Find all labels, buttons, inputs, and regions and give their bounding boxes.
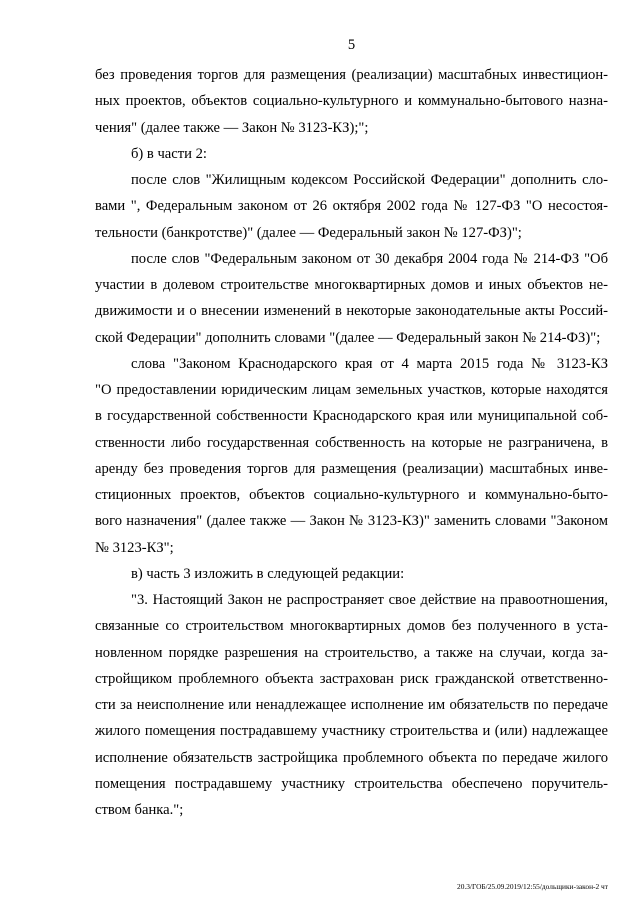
text-line: слова "Законом Краснодарского края от 4 марта 2015 года № 3123-КЗ: [131, 355, 608, 372]
text-line: ством банка.";: [95, 802, 184, 818]
text-line: без проведения торгов для размещения (реализации) масштабных инвестицион-: [95, 67, 608, 83]
text-line: исполнение обязательств застройщика проблемного объекта по передаче жилого: [95, 749, 608, 766]
text-line: б) в части 2:: [131, 145, 207, 162]
text-line: новленном порядке разрешения на строительство, а также на случаи, когда за-: [95, 644, 608, 661]
paragraph-continued: [95, 62, 608, 141]
text-line: ных проектов, объектов социально-культурного и коммунально-бытового назна-: [95, 93, 608, 110]
text-line: ской Федерации" дополнить словами "(далее — Федеральный закон № 214-ФЗ)";: [95, 329, 601, 346]
text-line: чения" (далее также — Закон № 3123-КЗ);";: [95, 119, 369, 136]
text-line: в) часть 3 изложить в следующей редакции:: [131, 565, 405, 582]
text-line: "О предоставлении юридическим лицам земельных участков, которые находятся: [95, 382, 608, 398]
text-line: после слов "Федеральным законом от 30 декабря 2004 года № 214-ФЗ "Об: [131, 250, 608, 267]
text-line: связанные со строительством многоквартирных домов без полученного в уста-: [95, 618, 608, 635]
subpoint-v-heading: [95, 561, 608, 587]
text-line: после слов "Жилищным кодексом Российской Федерации" дополнить сло-: [131, 172, 608, 188]
amendment-paragraph: [95, 246, 608, 351]
text-line: тельности (банкротстве)" (далее — Федеральный закон № 127-ФЗ)";: [95, 224, 522, 241]
text-line: вами ", Федеральным законом от 26 октября 2002 года № 127-ФЗ "О несостоя-: [95, 198, 608, 215]
text-line: стиционных проектов, объектов социально-культурного и коммунально-быто-: [95, 487, 608, 503]
text-line: участии в долевом строительстве многоквартирных домов и иных объектов не-: [95, 277, 608, 293]
quoted-new-wording-paragraph: [95, 587, 608, 823]
text-line: движимости и о внесении изменений в некоторые законодательные акты Россий-: [95, 303, 608, 320]
text-line: сти за неисполнение или ненадлежащее исполнение им обязательств по передаче: [95, 697, 608, 713]
text-line: "3. Настоящий Закон не распространяет свое действие на правоотношения,: [131, 592, 608, 608]
text-line: в государственной собственности Краснодарского края или муниципальной соб-: [95, 408, 608, 425]
text-line: жилого помещения пострадавшему участнику строительства и (или) надлежащее: [95, 723, 608, 740]
amendment-paragraph: [95, 351, 608, 561]
subpoint-b-heading: [95, 141, 608, 167]
text-line: вого назначения" (далее также — Закон № 3123-КЗ)" заменить словами "Законом: [95, 513, 608, 530]
text-line: помещения пострадавшему участнику строительства обеспечено поручитель-: [95, 775, 608, 792]
text-line: аренду без проведения торгов для размещения (реализации) масштабных инве-: [95, 460, 608, 477]
text-line: ственности либо государственная собственность на которые не разграничена, в: [95, 434, 608, 451]
document-body: [95, 62, 608, 823]
amendment-paragraph: [95, 167, 608, 246]
text-line: стройщиком проблемного объекта застрахован риск гражданской ответственно-: [95, 670, 608, 687]
text-line: № 3123-КЗ";: [95, 539, 174, 556]
footer-reference-code: 20.3/ГОБ/25.09.2019/12:55/дольщики-закон-2 чт: [457, 882, 608, 891]
page-number: 5: [347, 37, 356, 53]
